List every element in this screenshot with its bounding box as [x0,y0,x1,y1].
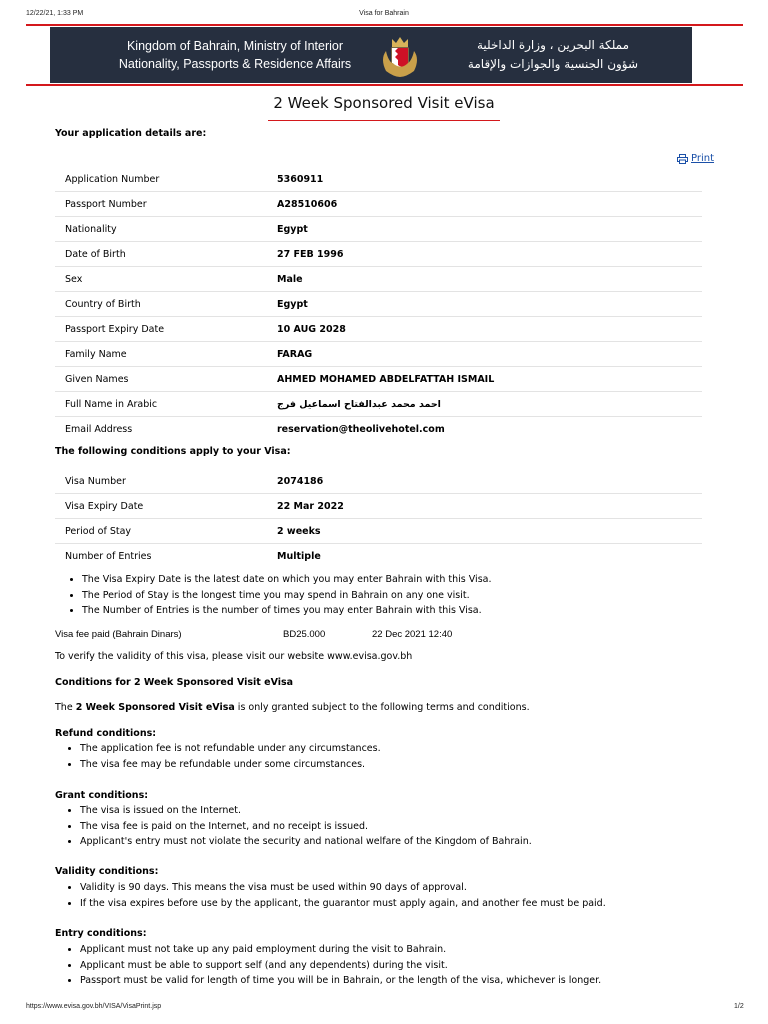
detail-label: Number of Entries [65,550,152,562]
detail-row [55,167,702,192]
list-item: • The Period of Stay is the longest time you may spend in Bahrain on any one visit. [82,588,742,604]
detail-label: Family Name [55,342,277,367]
detail-label: Passport Number [55,192,277,217]
banner-en-line1: Kingdom of Bahrain, Ministry of Interior [126,39,344,53]
list-item: • Applicant must be able to support self (and any dependents) during the visit. [80,958,760,974]
detail-value: 5360911 [277,167,702,192]
detail-value: reservation@theolivehotel.com [277,423,445,435]
list-item: • Passport must be valid for length of time you will be in Bahrain, or the length of the visa, whichever is longer. [80,973,760,989]
detail-label: Period of Stay [55,519,277,544]
list-item: • Applicant's entry must not violate the security and national welfare of the Kingdom of Bahrain. [80,834,760,850]
detail-value: 2 weeks [277,519,702,544]
list-item: • The visa is issued on the Internet. [80,803,760,819]
detail-row [55,217,702,242]
banner-ar-line2: شؤون الجنسية والجوازات والإقامة [467,57,639,71]
application-details-table [55,167,702,441]
detail-label: Country of Birth [55,292,277,317]
top-red-rule [26,24,743,26]
fee-date: 22 Dec 2021 12:40 [372,629,453,640]
detail-label: Full Name in Arabic [55,392,277,417]
grant-list [66,803,760,850]
print-label: Print [691,153,715,164]
detail-value: Multiple [277,550,321,562]
entry-list [66,942,760,989]
print-datetime: 12/22/21, 1:33 PM [26,10,84,17]
list-item: • The visa fee may be refundable under some circumstances. [80,757,760,773]
intro-bold: 2 Week Sponsored Visit eVisa [75,702,235,713]
grant-heading: Grant conditions: [55,790,149,801]
detail-value: Egypt [277,292,702,317]
print-page-title: Visa for Bahrain [359,10,409,17]
refund-heading: Refund conditions: [55,728,157,739]
detail-row [55,417,702,442]
detail-value: 2074186 [277,469,702,494]
detail-label: Visa Expiry Date [55,494,277,519]
detail-value: FARAG [277,342,702,367]
intro-pre: The [55,702,76,713]
banner-en-line2: Nationality, Passports & Residence Affairs [118,57,352,71]
detail-value: احمد محمد عبدالفتاح اسماعيل فرج [277,392,702,417]
detail-value: Egypt [277,217,702,242]
intro-post: is only granted subject to the following terms and conditions. [234,702,530,713]
print-link[interactable] [677,153,714,164]
detail-label: Date of Birth [55,242,277,267]
detail-value: Male [277,267,702,292]
ministry-banner [50,27,692,83]
visa-details-table [55,469,702,568]
detail-value: AHMED MOHAMED ABDELFATTAH ISMAIL [277,367,702,392]
detail-row [55,242,702,267]
validity-list [66,880,760,911]
detail-row [55,267,702,292]
detail-value: 27 FEB 1996 [277,242,702,267]
validity-heading: Validity conditions: [55,866,159,877]
print-footer-url: https://www.evisa.gov.bh/VISA/VisaPrint.jsp [26,1003,162,1010]
detail-row [55,519,702,544]
detail-label: Nationality [55,217,277,242]
detail-value: 10 AUG 2028 [277,317,702,342]
conditions-intro [55,702,530,713]
detail-row [55,544,702,569]
list-item: • Applicant must not take up any paid employment during the visit to Bahrain. [80,942,760,958]
detail-label: Visa Number [55,469,277,494]
detail-value: A28510606 [277,192,702,217]
print-header [0,10,768,22]
detail-label: Given Names [55,367,277,392]
print-footer-page: 1/2 [734,1003,744,1010]
detail-row [55,292,702,317]
fee-amount: BD25.000 [283,629,326,640]
banner-arabic-text [438,36,668,74]
title-underline [268,120,500,121]
detail-row [55,317,702,342]
detail-row [55,367,702,392]
list-item: • The application fee is not refundable under any circumstances. [80,741,760,757]
banner-ar-line1: مملكة البحرين ، وزارة الداخلية [476,38,630,52]
application-heading: Your application details are: [55,128,207,139]
notes-list [62,572,742,619]
refund-list [66,741,760,772]
list-item: • If the visa expires before use by the applicant, the guarantor must apply again, and another fee must be paid. [80,896,760,912]
banner-red-rule [26,84,743,86]
conditions-title: Conditions for 2 Week Sponsored Visit eVisa [55,677,294,688]
list-item: • The Number of Entries is the number of times you may enter Bahrain with this Visa. [82,603,742,619]
detail-row [55,392,702,417]
list-item: • The Visa Expiry Date is the latest date on which you may enter Bahrain with this Visa. [82,572,742,588]
verify-text: To verify the validity of this visa, please visit our website www.evisa.gov.bh [55,651,413,662]
list-item: • Validity is 90 days. This means the visa must be used within 90 days of approval. [80,880,760,896]
detail-row [55,342,702,367]
page-title: 2 Week Sponsored Visit eVisa [273,94,495,112]
detail-value: 22 Mar 2022 [277,494,702,519]
entry-heading: Entry conditions: [55,928,147,939]
detail-label: Email Address [65,423,133,435]
list-item: • The visa fee is paid on the Internet, and no receipt is issued. [80,819,760,835]
detail-label: Sex [55,267,277,292]
detail-row [55,469,702,494]
printer-icon [677,154,688,164]
detail-row [55,494,702,519]
banner-english-text [110,37,360,73]
conditions-heading: The following conditions apply to your Visa: [55,446,291,457]
fee-label: Visa fee paid (Bahrain Dinars) [55,629,182,640]
detail-label: Passport Expiry Date [55,317,277,342]
detail-label: Application Number [55,167,277,192]
bahrain-coat-of-arms-icon [376,31,424,79]
detail-row [55,192,702,217]
